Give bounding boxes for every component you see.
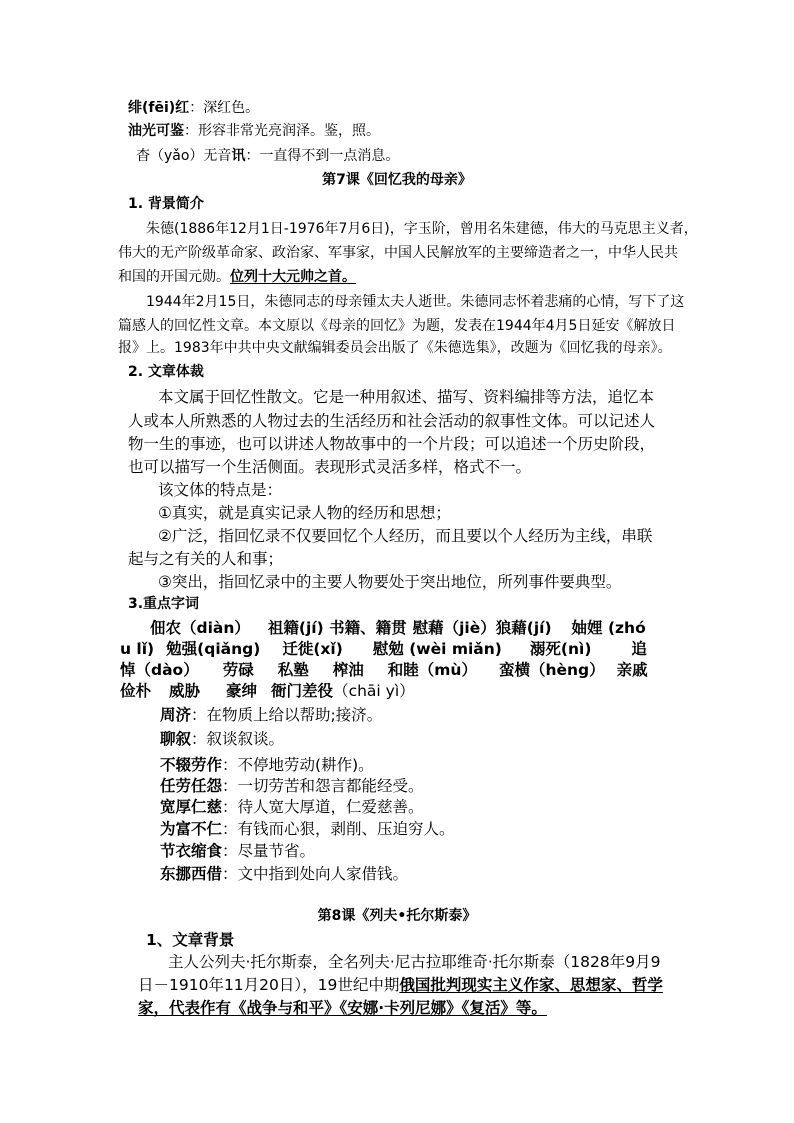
definition-line: 不辍劳作：不停地劳动(耕作)。 (160, 756, 374, 774)
word-item: 妯娌 (zhó (571, 619, 646, 637)
paragraph-line: ①真实，就是真实记录人物的经历和思想； (158, 504, 451, 522)
highlight-text: 位列十大元帅之首。 (230, 269, 356, 285)
section-heading: 1、文章背景 (146, 931, 235, 949)
word-item: 悼（dào） (120, 661, 199, 679)
paragraph-line: ③突出，指回忆录中的主要人物要处于突出地位，所列事件要典型。 (158, 573, 622, 591)
word-item: 溺死(nì) (529, 640, 592, 658)
word-item: 祖籍(jí) 书籍、籍贯 (267, 619, 407, 637)
word-item: 榨油 (332, 661, 364, 679)
definition-line: 节衣缩食：尽量节省。 (160, 842, 316, 860)
vocab-term: 绯(fēi)红 (128, 100, 190, 116)
vocab-term: 杳（yǎo）无音 (136, 148, 232, 164)
word-item: 慰藉（jiè）狼藉(jí) (412, 619, 552, 637)
word-item: 衙门差役 (271, 682, 334, 700)
word-item: u lǐ) (120, 640, 155, 658)
definition-line: 聊叙：叙谈叙谈。 (160, 730, 285, 748)
definition-line: 为富不仁：有钱而心狠，剥削、压迫穷人。 (160, 820, 455, 838)
word-item: 迁徙(xǐ) (282, 640, 343, 658)
word-row (150, 617, 646, 639)
paragraph-line: 和国的开国元勋。位列十大元帅之首。 (118, 269, 356, 285)
word-item: 亲戚 (616, 661, 648, 679)
word-item: 私塾 (277, 661, 309, 679)
paragraph-line: 1944年2月15日，朱德同志的母亲锺太夫人逝世。朱德同志怀着悲痛的心情，写下了这 (146, 294, 685, 310)
lesson8-title: 第8课《列夫•托尔斯泰》 (317, 908, 477, 924)
vocab-definition: 形容非常光亮润泽。鉴，照。 (198, 123, 380, 139)
word-item: 豪绅 (226, 682, 258, 700)
definition-line: 东挪西借：文中指到处向人家借钱。 (160, 865, 409, 883)
word-row (120, 659, 648, 681)
vocab-line: 杳（yǎo）无音讯：一直得不到一点消息。 (136, 148, 400, 164)
paragraph-line: 人或本人所熟悉的人物过去的生活经历和社会活动的叙事性文体。可以记述人 (128, 412, 656, 430)
definition-term: 任劳任怨 (160, 777, 223, 795)
definition-line: 周济：在物质上给以帮助;接济。 (160, 706, 383, 724)
paragraph-line: 本文属于回忆性散文。它是一种用叙述、描写、资料编排等方法，追忆本 (158, 388, 655, 406)
paragraph-line: ②广泛，指回忆录不仅要回忆个人经历，而且要以个人经历为主线，串联 (158, 527, 653, 545)
definition-term: 不辍劳作 (160, 756, 223, 774)
definition-line: 任劳任怨：一切劳苦和怨言都能经受。 (160, 777, 424, 795)
word-item: 勉强(qiǎng) (166, 640, 261, 658)
word-item: 蛮横（hèng） (498, 661, 605, 679)
definition-term: 节衣缩食 (160, 842, 223, 860)
word-row (120, 638, 647, 660)
vocab-definition: 深红色。 (203, 100, 260, 116)
paragraph-line: 报》上。1983年中共中央文献编辑委员会出版了《朱德选集》，改题为《回忆我的母亲》。 (118, 340, 672, 356)
word-item: 佃农（diàn） (150, 619, 250, 637)
section-heading: 1. 背景简介 (128, 196, 204, 212)
vocab-term: 油光可鉴 (128, 123, 184, 139)
definition-line: 宽厚仁慈：待人宽大厚道，仁爱慈善。 (160, 798, 424, 816)
word-item: 俭朴 (120, 682, 152, 700)
paragraph-line: 伟大的无产阶级革命家、政治家、军事家，中国人民解放军的主要缔造者之一，中华人民共 (118, 245, 678, 261)
word-item: 追 (631, 640, 647, 658)
word-row: 俭朴 威胁 豪绅 衙门差役（chāi yì） (120, 682, 415, 700)
paragraph-line: 该文体的特点是： (158, 481, 283, 499)
definition-term: 为富不仁 (160, 820, 223, 838)
word-item: 和睦（mù） (387, 661, 477, 679)
word-item: 劳碌 (222, 661, 254, 679)
paragraph-line: 也可以描写一个生活侧面。表现形式灵活多样，格式不一。 (128, 458, 532, 476)
paragraph-line: 起与之有关的人和事； (128, 550, 284, 568)
word-item: 慰勉 (wèi miǎn) (372, 640, 502, 658)
paragraph-line: 日－1910年11月20日），19世纪中期俄国批判现实主义作家、思想家、哲学 (138, 976, 663, 994)
definition-term: 宽厚仁慈 (160, 798, 223, 816)
section-heading: 3.重点字词 (128, 596, 200, 612)
vocab-line: 油光可鉴：形容非常光亮润泽。鉴，照。 (128, 123, 380, 139)
definition-term: 聊叙 (160, 730, 192, 748)
paragraph-line: 物一生的事迹，也可以讲述人物故事中的一个片段；可以追述一个历史阶段， (128, 435, 656, 453)
word-item: 威胁 (169, 682, 201, 700)
highlight-text: 俄国批判现实主义作家、思想家、哲学 (399, 976, 663, 994)
vocab-line: 绯(fēi)红：深红色。 (128, 100, 260, 116)
paragraph-line: 主人公列夫·托尔斯泰，全名列夫·尼古拉耶维奇·托尔斯泰（1828年9月9 (168, 953, 661, 971)
section-heading: 2. 文章体裁 (128, 364, 204, 380)
lesson7-title: 第7课《回忆我的母亲》 (322, 172, 472, 188)
highlight-text: 家，代表作有《战争与和平》《安娜·卡列尼娜》《复活》等。 (138, 999, 547, 1017)
paragraph-line: 朱德(1886年12月1日-1976年7月6日)，字玉阶，曾用名朱建德，伟大的马克思主义者， (146, 221, 698, 237)
definition-term: 周济 (160, 706, 192, 724)
paragraph-line: 篇感人的回忆性文章。本文原以《母亲的回忆》为题，发表在1944年4月5日延安《解放日 (118, 318, 676, 334)
vocab-definition: 一直得不到一点消息。 (259, 148, 400, 164)
definition-term: 东挪西借 (160, 865, 223, 883)
